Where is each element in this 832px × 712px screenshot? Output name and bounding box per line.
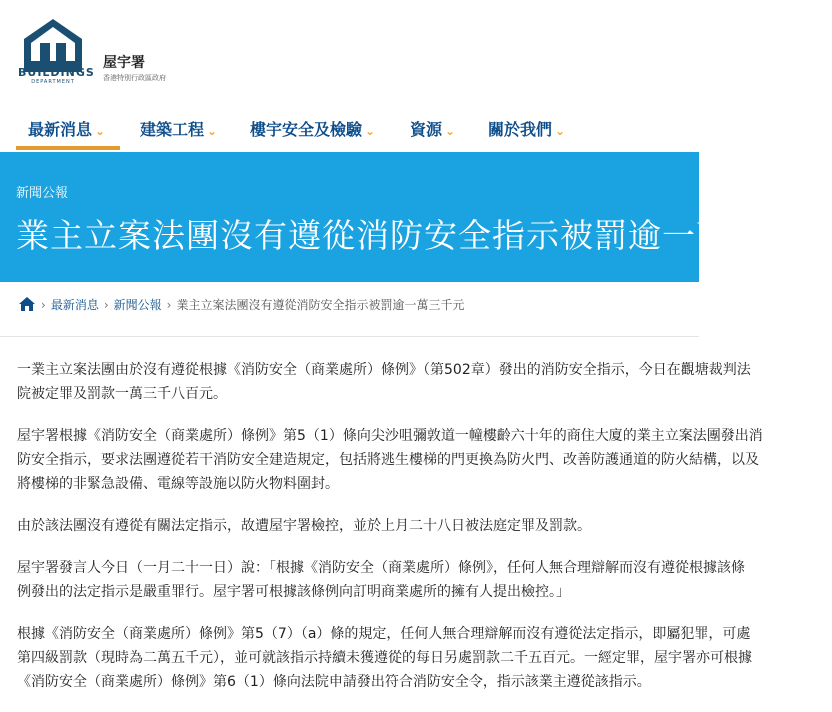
chevron-down-icon: ⌄ — [555, 124, 566, 138]
breadcrumb-item-press-releases[interactable]: 新聞公報 — [113, 298, 162, 312]
nav-item-about-us[interactable] — [488, 117, 565, 140]
paragraph-line: 屋宇署根據《消防安全（商業處所）條例》第5（1）條向尖沙咀彌敦道一幢樓齡六十年的商住大廈的業主立案法團發出消 — [17, 428, 763, 444]
breadcrumb-separator: › — [41, 298, 46, 312]
paragraph-line: 一業主立案法團由於沒有遵從根據《消防安全（商業處所）條例》（第502章）發出的消防安全指示，今日在觀塘裁判法 — [17, 362, 751, 378]
breadcrumb-separator: › — [166, 298, 172, 312]
nav-item-resources[interactable] — [410, 117, 455, 140]
nav-item-label: 最新消息 — [28, 120, 93, 139]
breadcrumb-separator: › — [103, 298, 109, 312]
paragraph-line: 第四級罰款（現時為二萬五千元），並可就該指示持續未獲遵從的每日另處罰款二千五百元。一經定罪，屋宇署亦可根據 — [17, 650, 752, 666]
page-banner — [0, 152, 832, 282]
nav-item-label: 建築工程 — [140, 120, 205, 139]
paragraph-line: 根據《消防安全（商業處所）條例》第5（7）（a）條的規定，任何人無合理辯解而沒有遵從法定指示，即屬犯罪，可處 — [17, 626, 751, 642]
department-name[interactable]: 屋宇署 — [103, 55, 145, 71]
article-paragraph — [17, 514, 717, 538]
page-title: 業主立案法團沒有遵從消防安全指示被罰逾一萬三千元 — [16, 216, 832, 255]
paragraph-line: 防安全指示，要求法團遵從若干消防安全建造規定，包括將逃生樓梯的門更換為防火門、改善防護通道的防火結構，以及 — [17, 452, 759, 468]
breadcrumb-item-current: 業主立案法團沒有遵從消防安全指示被罰逾一萬三千元 — [176, 298, 465, 312]
paragraph-line: 將樓梯的非緊急設備、電線等設施以防火物料圍封。 — [17, 476, 339, 492]
article-paragraph — [17, 424, 763, 496]
nav-item-label: 樓宇安全及檢驗 — [250, 120, 363, 139]
nav-active-indicator — [16, 146, 120, 150]
article-paragraph — [17, 556, 745, 604]
article-body — [17, 358, 763, 712]
chevron-down-icon: ⌄ — [445, 124, 456, 138]
banner-kicker: 新聞公報 — [16, 186, 69, 201]
chevron-down-icon: ⌄ — [365, 124, 376, 138]
department-subtitle: 香港特別行政區政府 — [103, 74, 166, 82]
nav-item-building-works[interactable] — [140, 117, 217, 140]
nav-item-latest-news[interactable] — [28, 117, 105, 140]
nav-item-building-safety[interactable] — [250, 117, 375, 140]
chevron-down-icon: ⌄ — [95, 124, 106, 138]
paragraph-line: 例發出的法定指示是嚴重罪行。屋宇署可根據該條例向訂明商業處所的擁有人提出檢控。」 — [17, 584, 570, 600]
nav-item-label: 資源 — [410, 120, 443, 139]
logo-text: BUILDINGS — [18, 66, 95, 79]
divider — [0, 336, 699, 337]
paragraph-line: 由於該法團沒有遵從有關法定指示，故遭屋宇署檢控，並於上月二十八日被法庭定罪及罰款。 — [17, 518, 591, 534]
paragraph-line: 院被定罪及罰款一萬三千八百元。 — [17, 386, 227, 402]
home-icon[interactable] — [18, 296, 36, 312]
site-header — [0, 0, 699, 152]
article-paragraph — [17, 622, 752, 694]
paragraph-line: 屋宇署發言人今日（一月二十一日）說：「根據《消防安全（商業處所）條例》，任何人無合理辯解而沒有遵從根據該條 — [17, 560, 745, 576]
breadcrumb-item-latest-news[interactable]: 最新消息 — [50, 298, 99, 312]
main-nav — [0, 112, 699, 152]
nav-item-label: 關於我們 — [488, 120, 553, 139]
logo-subtext: DEPARTMENT — [31, 79, 75, 85]
chevron-down-icon: ⌄ — [207, 124, 218, 138]
article-paragraph — [17, 358, 751, 406]
paragraph-line: 《消防安全（商業處所）條例》第6（1）條向法院申請發出符合消防安全令，指示該業主遵從該指示。 — [17, 674, 651, 690]
breadcrumb — [18, 296, 464, 316]
